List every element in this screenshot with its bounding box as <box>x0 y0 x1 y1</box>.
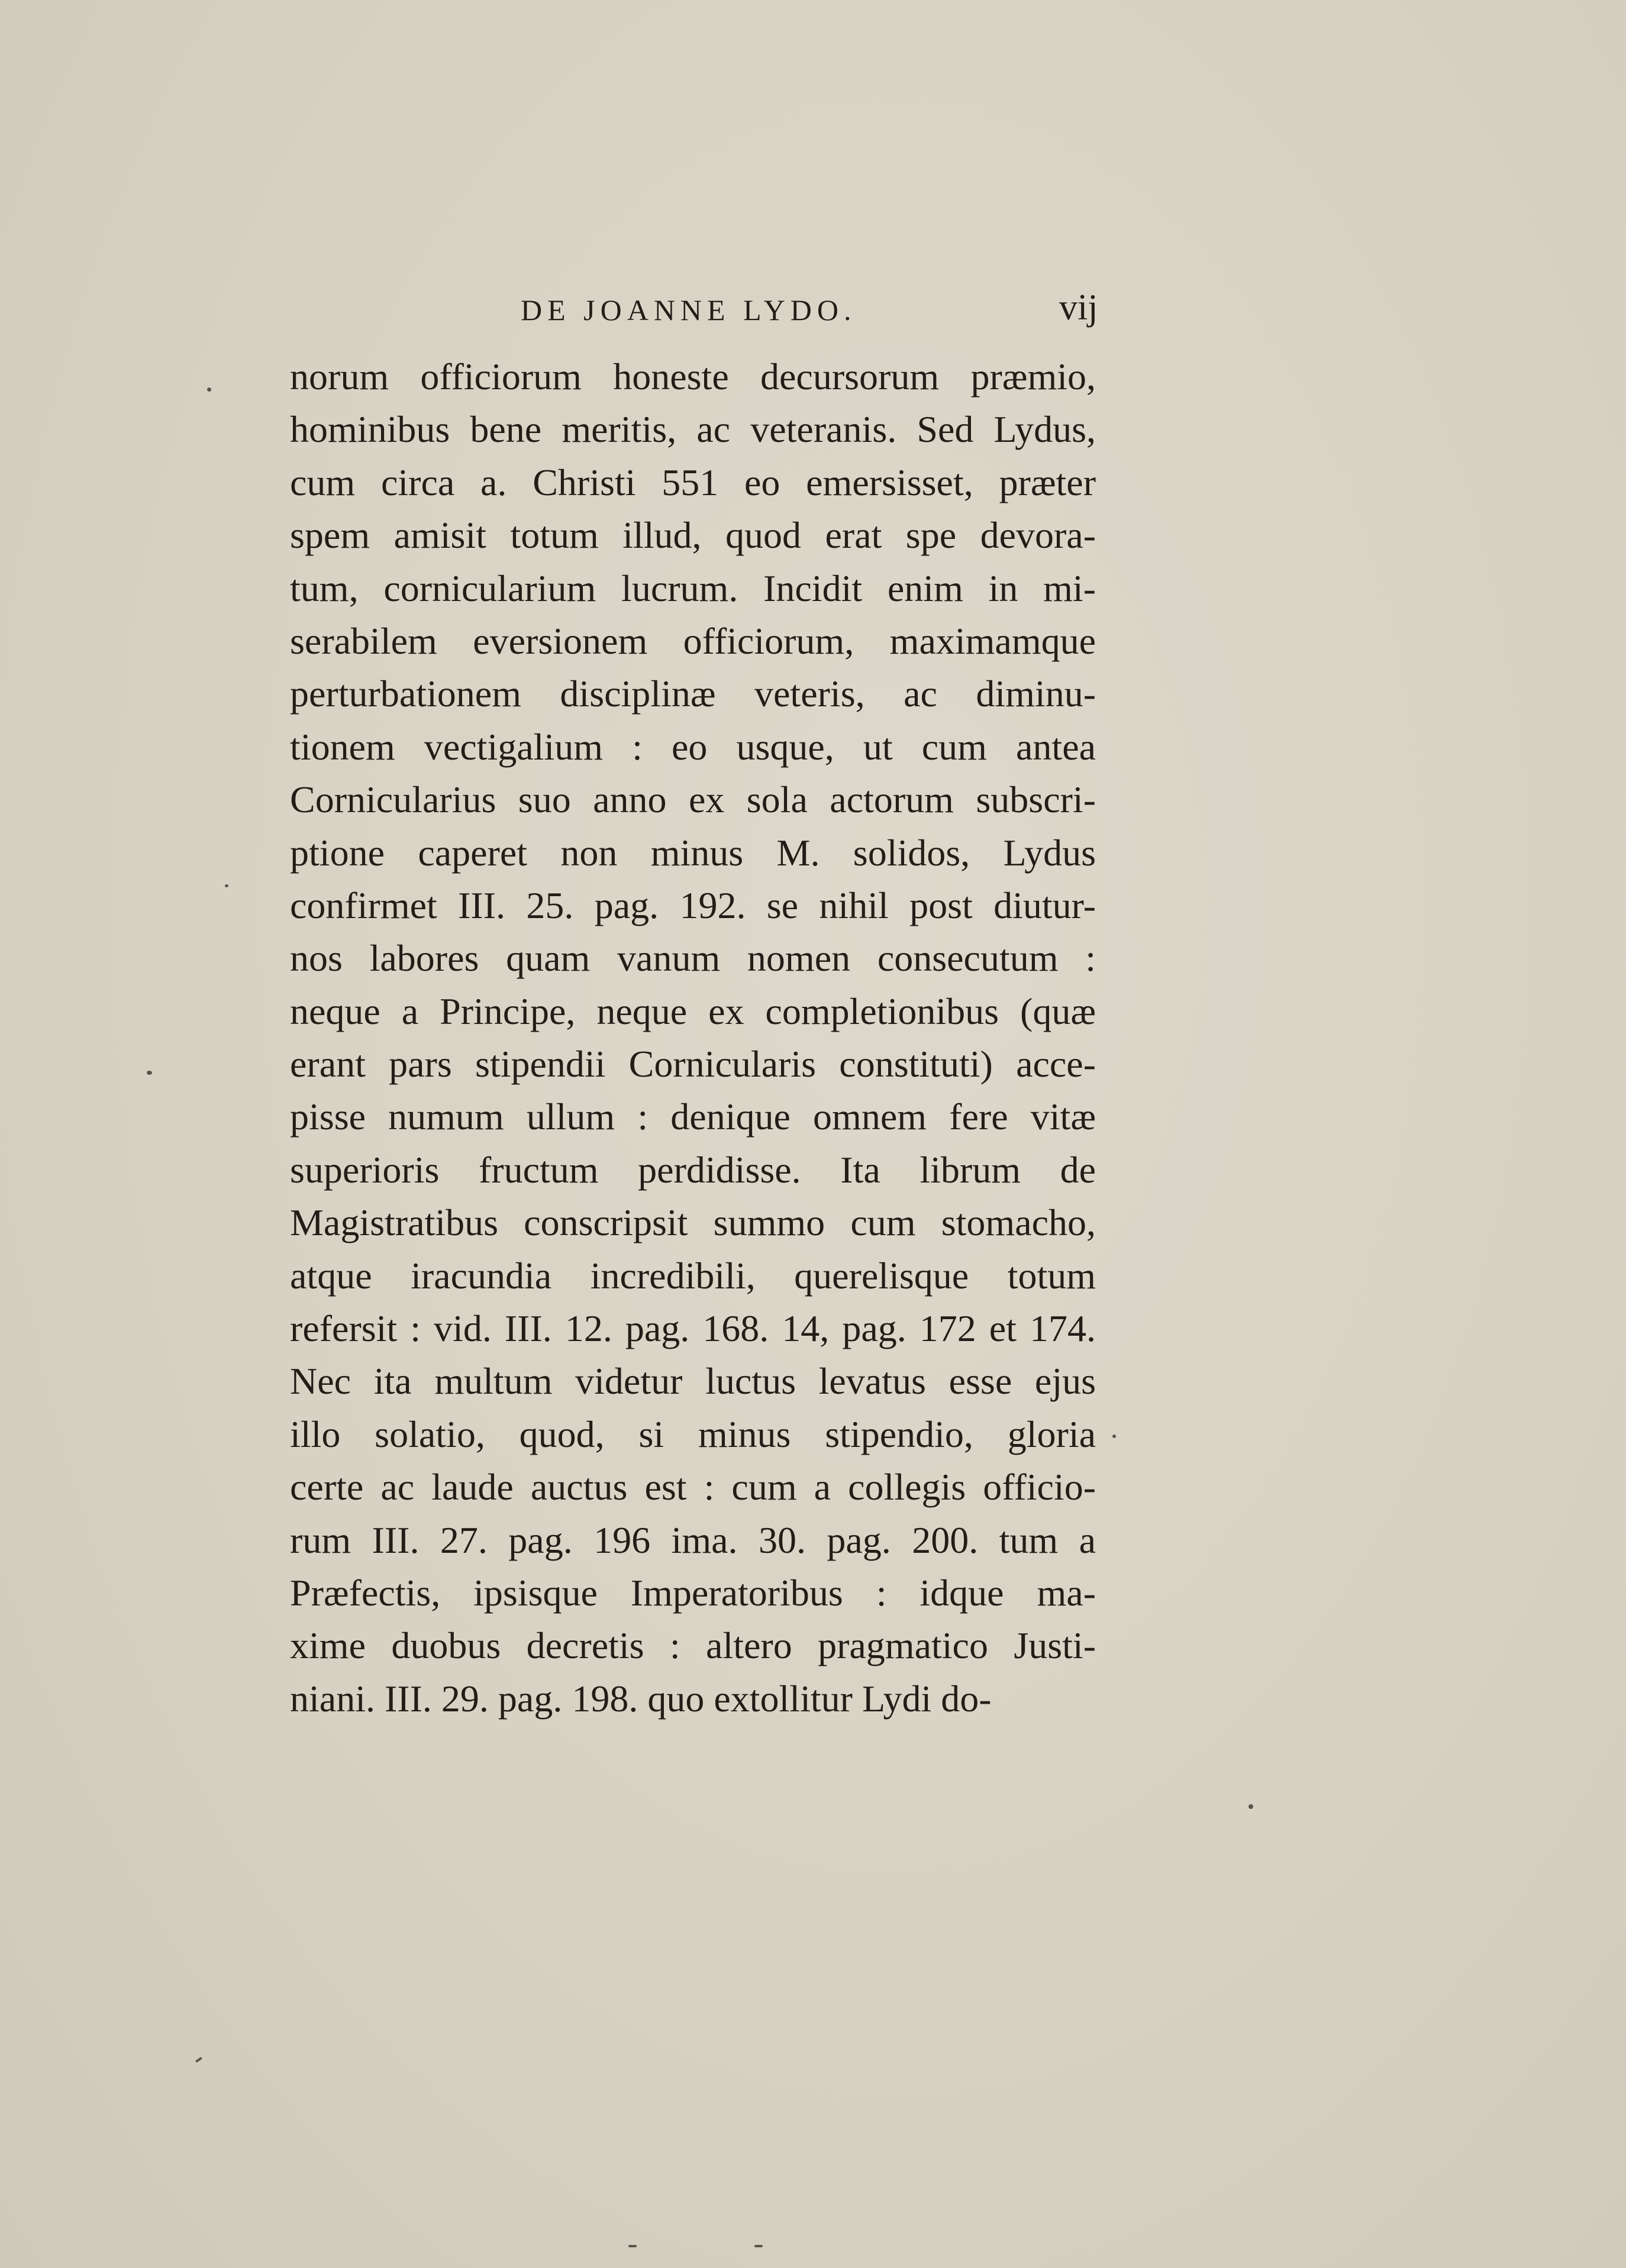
page-number: vij <box>1059 287 1098 328</box>
text-line: atque iracundia incredibili, querelisque totum <box>290 1254 1096 1297</box>
body-text <box>290 350 1096 1725</box>
text-line: nos labores quam vanum nomen consecutum : <box>290 937 1096 980</box>
text-line: ptione caperet non minus M. solidos, Lydus <box>290 831 1096 874</box>
paper-speck <box>754 2245 763 2247</box>
paper-speck <box>1112 1435 1116 1438</box>
text-line: neque a Principe, neque ex completionibus (quæ <box>290 990 1096 1032</box>
text-line: perturbationem disciplinæ veteris, ac diminu- <box>290 673 1096 715</box>
paper-speck <box>195 2057 202 2063</box>
paper-speck <box>207 387 211 392</box>
text-line: niani. III. 29. pag. 198. quo extollitur Lydi do- <box>290 1677 992 1720</box>
paper-speck <box>225 884 228 887</box>
text-line: confirmet III. 25. pag. 192. se nihil post diutur- <box>290 884 1096 926</box>
text-line: illo solatio, quod, si minus stipendio, gloria <box>290 1413 1096 1455</box>
text-line: Præfectis, ipsisque Imperatoribus : idque ma- <box>290 1571 1096 1614</box>
text-line: erant pars stipendii Cornicularis constituti) acce- <box>290 1043 1096 1085</box>
text-line: spem amisit totum illud, quod erat spe devora- <box>290 514 1096 557</box>
text-line: superioris fructum perdidisse. Ita librum de <box>290 1148 1096 1191</box>
paper-speck <box>628 2245 637 2247</box>
text-line: norum officiorum honeste decursorum præmio, <box>290 356 1096 398</box>
text-line: tum, cornicularium lucrum. Incidit enim in mi- <box>290 567 1096 609</box>
text-line: serabilem eversionem officiorum, maximamque <box>290 619 1096 662</box>
text-line: Magistratibus conscripsit summo cum stomacho, <box>290 1201 1096 1244</box>
paper-speck <box>1248 1804 1253 1809</box>
text-line: tionem vectigalium : eo usque, ut cum antea <box>290 725 1096 768</box>
text-line: certe ac laude auctus est : cum a collegis officio- <box>290 1466 1096 1508</box>
text-line: hominibus bene meritis, ac veteranis. Sed Lydus, <box>290 408 1096 451</box>
text-line: Nec ita multum videtur luctus levatus esse ejus <box>290 1360 1096 1403</box>
text-line: rum III. 27. pag. 196 ima. 30. pag. 200. tum a <box>290 1519 1096 1561</box>
paper-speck <box>147 1071 152 1075</box>
text-line: refersit : vid. III. 12. pag. 168. 14, pag. 172 et 174. <box>290 1307 1096 1350</box>
text-line: pisse numum ullum : denique omnem fere vitæ <box>290 1096 1096 1138</box>
text-line: xime duobus decretis : altero pragmatico Justi- <box>290 1624 1096 1667</box>
text-line: cum circa a. Christi 551 eo emersisset, præter <box>290 461 1096 503</box>
text-line: Cornicularius suo anno ex sola actorum subscri- <box>290 778 1096 821</box>
running-head <box>290 287 1118 334</box>
running-title: DE JOANNE LYDO. <box>521 293 857 327</box>
